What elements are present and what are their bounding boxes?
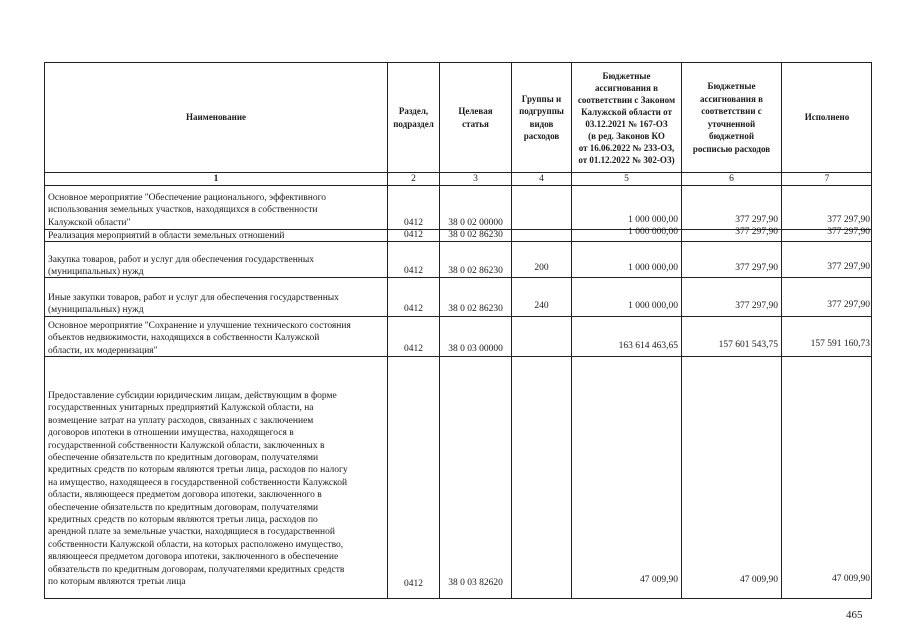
row-name-line: кредитных средств по которым являются третьи лица, расходов по налогу bbox=[48, 465, 348, 476]
header-target-line: Целевая bbox=[458, 106, 493, 116]
row-name-line: использования земельных участков, находящихся в собственности bbox=[48, 205, 318, 216]
row-divider bbox=[45, 185, 871, 186]
row-name-line: обеспечение обязательств по кредитным договорам, получателями bbox=[48, 453, 319, 464]
row-name-line: собственности Калужской области, на которых расположено имущество, bbox=[48, 539, 344, 550]
row-name-line: (муниципальных) нужд bbox=[48, 305, 144, 316]
row-executed: 377 297,90 bbox=[827, 300, 870, 310]
row-name bbox=[48, 254, 388, 279]
header-assign-law-line: соответствии с Законом bbox=[577, 94, 676, 105]
header-assign-refined bbox=[682, 63, 781, 172]
row-target: 38 0 02 86230 bbox=[448, 304, 503, 314]
row-assign-law: 1 000 000,00 bbox=[628, 227, 678, 237]
header-assign-law-line: Бюджетные bbox=[602, 70, 651, 81]
page-number: 465 bbox=[846, 609, 863, 621]
row-name-line: области, являющееся предметом договора ипотеки, заключенного в bbox=[48, 490, 322, 501]
row-group: 200 bbox=[534, 263, 549, 273]
column-number: 4 bbox=[539, 174, 544, 184]
row-name-line: являющееся предметом договора ипотеки, заключенного в обеспечение bbox=[48, 552, 339, 563]
row-assign-refined: 377 297,90 bbox=[735, 263, 778, 273]
header-assign-law-line: Калужской области от bbox=[581, 106, 672, 117]
header-name-text: Наименование bbox=[186, 112, 246, 123]
row-name bbox=[48, 320, 388, 357]
header-assign-law-line: от 16.06.2022 № 233-ОЗ, bbox=[578, 142, 675, 153]
column-number: 1 bbox=[213, 174, 219, 184]
row-section: 0412 bbox=[404, 218, 423, 228]
row-name-line: Калужской области" bbox=[48, 217, 131, 228]
column-number: 7 bbox=[824, 174, 830, 184]
row-name-line: Предоставление субсидии юридическим лицам, действующим в форме bbox=[48, 391, 337, 401]
header-assign-refined-line: бюджетной bbox=[708, 131, 755, 141]
row-name bbox=[48, 192, 388, 229]
row-assign-law: 1 000 000,00 bbox=[628, 263, 678, 273]
header-groups-line: подгруппы bbox=[519, 106, 564, 116]
row-assign-refined: 377 297,90 bbox=[735, 215, 778, 225]
row-name-line: договоров ипотеки в отношении имущества, находящегося в bbox=[48, 428, 294, 439]
header-assign-refined-line: ассигнования в bbox=[700, 93, 763, 104]
header-assign-law bbox=[572, 63, 681, 172]
row-name-line: Иные закупки товаров, работ и услуг для обеспечения государственных bbox=[48, 293, 339, 303]
row-name-line: области, их модернизация" bbox=[48, 345, 158, 356]
row-name-line: Реализация мероприятий в области земельных отношений bbox=[48, 231, 285, 241]
row-name bbox=[48, 292, 388, 317]
row-assign-law: 163 614 463,65 bbox=[618, 341, 678, 351]
row-name-line: возмещение затрат на уплату расходов, связанных с заключением bbox=[48, 415, 314, 426]
header-assign-refined-line: уточненной bbox=[707, 118, 756, 129]
header-assign-refined-line: Бюджетные bbox=[707, 81, 756, 91]
header-section-line: Раздел, bbox=[398, 106, 429, 116]
column-number: 2 bbox=[411, 174, 416, 184]
row-target: 38 0 03 82620 bbox=[448, 578, 503, 588]
row-executed: 377 297,90 bbox=[827, 215, 870, 225]
row-assign-refined: 377 297,90 bbox=[735, 301, 778, 311]
header-executed bbox=[782, 63, 872, 172]
header-groups-line: Группы и bbox=[521, 93, 562, 104]
column-number: 3 bbox=[473, 174, 478, 184]
row-name-line: (муниципальных) нужд bbox=[48, 267, 144, 278]
row-assign-refined: 47 009,90 bbox=[740, 575, 778, 585]
row-name-line: кредитных средств по которым являются третьи лица, расходов по bbox=[48, 515, 318, 526]
header-target bbox=[440, 63, 511, 172]
row-target: 38 0 02 86230 bbox=[448, 266, 503, 276]
header-section-line: подраздел bbox=[393, 118, 434, 129]
row-assign-law: 1 000 000,00 bbox=[628, 301, 678, 311]
row-assign-refined: 377 297,90 bbox=[735, 227, 778, 237]
row-target: 38 0 02 86230 bbox=[448, 230, 503, 240]
row-name-line: по которым являются третьи лица bbox=[48, 577, 186, 588]
row-section: 0412 bbox=[404, 344, 423, 354]
row-assign-refined: 157 601 543,75 bbox=[718, 340, 778, 350]
header-assign-law-line: от 01.12.2022 № 302-ОЗ) bbox=[578, 154, 675, 165]
row-name-line: государственных унитарных предприятий Калужской области, на bbox=[48, 403, 314, 414]
row-name-line: Закупка товаров, работ и услуг для обеспечения государственных bbox=[48, 255, 315, 265]
row-section: 0412 bbox=[404, 579, 423, 589]
row-name-line: на имущество, находящееся в государственной собственности Калужской bbox=[48, 477, 348, 488]
row-section: 0412 bbox=[404, 266, 423, 276]
header-groups-line: видов bbox=[529, 118, 554, 129]
row-executed: 377 297,90 bbox=[827, 262, 870, 272]
row-name-line: обязательств по кредитным договорам, получателями кредитных средств bbox=[48, 564, 345, 575]
row-executed: 377 297,90 bbox=[827, 227, 870, 237]
header-assign-law-line: (в ред. Законов КО bbox=[588, 130, 665, 141]
header-assign-law-line: ассигнования в bbox=[595, 82, 658, 93]
row-name bbox=[48, 390, 388, 589]
header-assign-refined-line: росписью расходов bbox=[692, 143, 771, 154]
header-assign-refined-line: соответствии с bbox=[701, 106, 762, 116]
row-name-line: государственной собственности Калужской области, заключенных в bbox=[48, 440, 325, 451]
header-groups-line: расходов bbox=[523, 131, 560, 141]
row-group: 240 bbox=[534, 301, 549, 311]
budget-table bbox=[44, 62, 872, 599]
column-number: 5 bbox=[624, 174, 629, 184]
column-number: 6 bbox=[729, 174, 734, 184]
row-executed: 47 009,90 bbox=[832, 574, 870, 584]
row-assign-law: 1 000 000,00 bbox=[628, 215, 678, 225]
row-assign-law: 47 009,90 bbox=[640, 575, 678, 585]
row-target: 38 0 03 00000 bbox=[448, 344, 503, 354]
row-name-line: обеспечение обязательств по кредитным договорам, получателями bbox=[48, 502, 319, 513]
header-assign-law-line: 03.12.2021 № 167-ОЗ bbox=[585, 118, 668, 129]
header-divider bbox=[45, 172, 871, 173]
header-target-line: статья bbox=[462, 118, 489, 129]
row-name-line: Основное мероприятие "Обеспечение рационального, эффективного bbox=[48, 193, 327, 203]
row-name-line: Основное мероприятие "Сохранение и улучшение технического состояния bbox=[48, 321, 351, 331]
row-executed: 157 591 160,73 bbox=[810, 339, 870, 349]
row-target: 38 0 02 00000 bbox=[448, 218, 503, 228]
row-name-line: арендной плате за земельные участки, находящиеся в государственной bbox=[48, 527, 335, 538]
header-section bbox=[388, 63, 439, 172]
header-groups bbox=[512, 63, 571, 172]
header-name bbox=[45, 63, 387, 172]
row-section: 0412 bbox=[404, 304, 423, 314]
row-name bbox=[48, 230, 388, 242]
row-name-line: объектов недвижимости, находящихся в собственности Калужской bbox=[48, 333, 320, 344]
row-section: 0412 bbox=[404, 230, 423, 240]
header-executed-text: Исполнено bbox=[804, 112, 850, 123]
